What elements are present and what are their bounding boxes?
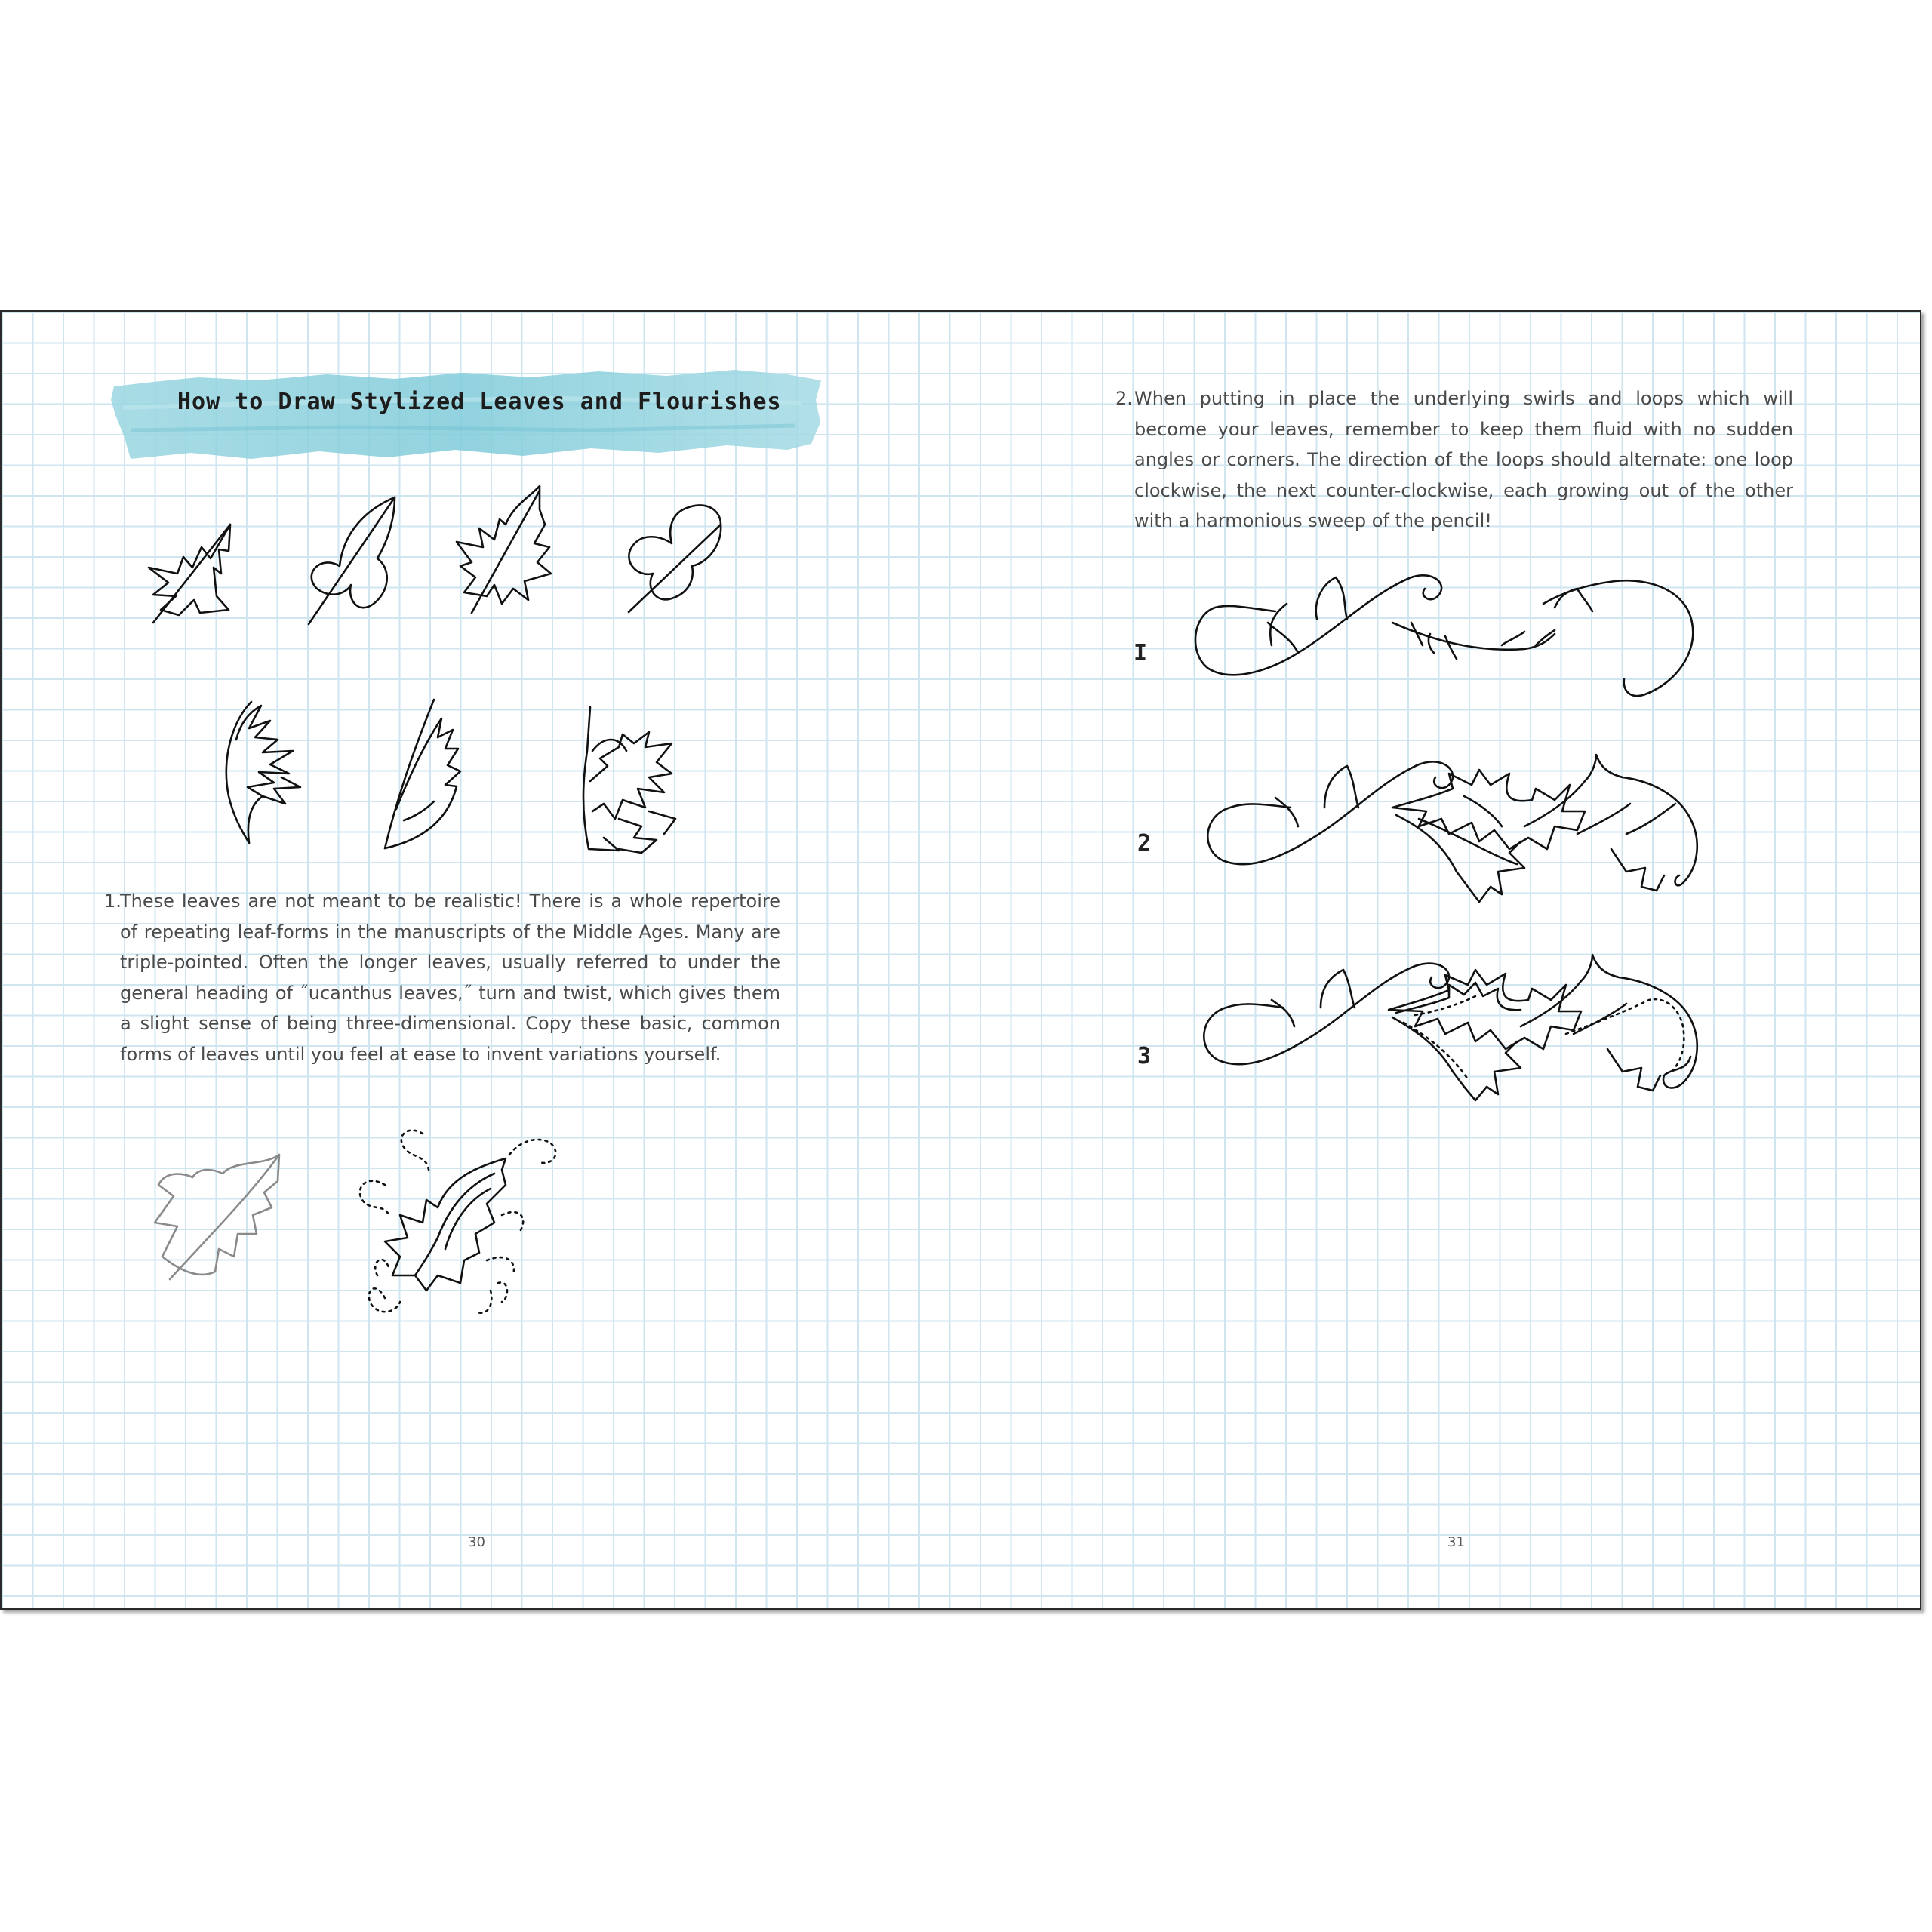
decorated-leaf-drawing xyxy=(355,1124,570,1324)
leaf-drawing-4 xyxy=(623,502,724,615)
pencil-leaf-sketch xyxy=(151,1151,287,1283)
paragraph-2-number: 2. xyxy=(1115,388,1133,409)
paragraph-2-text: When putting in place the underlying swirls and loops which will become your leaves, remember to keep them fluid with no sudden angles or corners. The direction of the loops should alternate: one loop clockwise, the next counter-clockwise, each growing out of the other with a harmonious sweep of the pencil! xyxy=(1134,388,1793,531)
leaf-drawing-6 xyxy=(381,696,464,851)
page-title: How to Draw Stylized Leaves and Flourishes xyxy=(177,389,782,415)
paragraph-1 xyxy=(104,886,780,1069)
step-label-2: 2 xyxy=(1137,830,1152,857)
paragraph-2 xyxy=(1115,383,1793,537)
leaf-drawing-5 xyxy=(217,698,312,845)
flourish-step-3-drawing xyxy=(1189,951,1709,1102)
paragraph-1-text: These leaves are not meant to be realistic! There is a whole repertoire of repeating leaf-forms in the manuscripts of the Middle Ages. Many are triple-pointed. Often the longer leaves, usually referred to under the general heading of ˝ucanthus leaves,˝ turn and twist, which gives them a slight sense of being three-dimensional. Copy these basic, common forms of leaves until you feel at ease to invent variations yourself. xyxy=(120,891,780,1065)
leaf-drawing-7 xyxy=(574,706,687,853)
step-label-1: I xyxy=(1134,640,1148,666)
page-number-right: 31 xyxy=(1447,1534,1465,1550)
leaf-drawing-1 xyxy=(147,521,234,623)
page-number-left: 30 xyxy=(468,1534,485,1550)
flourish-step-2-drawing xyxy=(1192,743,1706,906)
leaf-drawing-3 xyxy=(453,483,555,615)
step-label-3: 3 xyxy=(1137,1043,1152,1069)
paragraph-1-number: 1. xyxy=(104,891,122,912)
leaf-drawing-2 xyxy=(306,494,400,626)
flourish-step-1-drawing xyxy=(1185,562,1698,698)
